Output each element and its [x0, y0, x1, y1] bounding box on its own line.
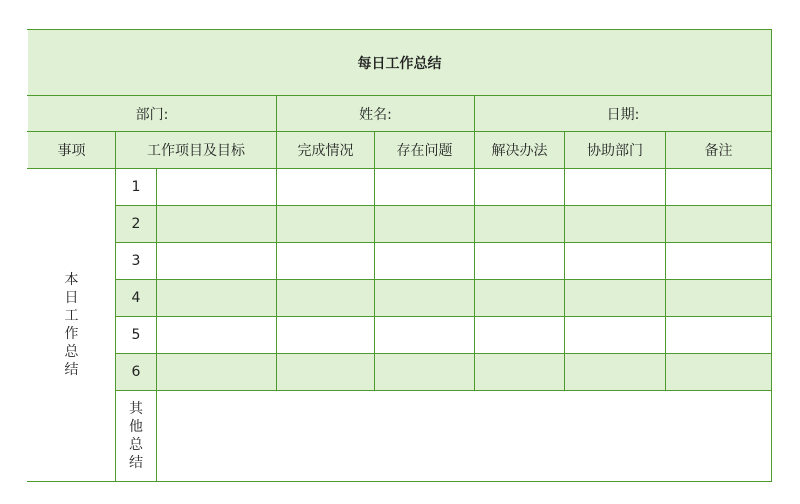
section-label-cell: [28, 169, 116, 482]
problems-cell[interactable]: [375, 354, 475, 391]
problems-cell[interactable]: [375, 206, 475, 243]
problems-cell[interactable]: [375, 317, 475, 354]
department-field[interactable]: 部门:: [28, 96, 277, 132]
coop-dept-cell[interactable]: [565, 243, 666, 280]
problems-cell[interactable]: [375, 169, 475, 206]
remarks-cell[interactable]: [666, 354, 772, 391]
project-goal-cell[interactable]: [157, 243, 277, 280]
table-row: [28, 206, 772, 243]
solution-cell[interactable]: [475, 317, 565, 354]
row-number: 3: [116, 243, 157, 280]
section-label: 本日工作总结: [64, 272, 79, 378]
row-number: 1: [116, 169, 157, 206]
other-summary-row: [28, 391, 772, 482]
completion-cell[interactable]: [277, 280, 375, 317]
completion-cell[interactable]: [277, 243, 375, 280]
coop-dept-cell[interactable]: [565, 317, 666, 354]
completion-cell[interactable]: [277, 354, 375, 391]
table-row: [28, 280, 772, 317]
header-coop-dept: 协助部门: [565, 132, 666, 169]
row-number: 2: [116, 206, 157, 243]
row-number: 4: [116, 280, 157, 317]
row-number: 5: [116, 317, 157, 354]
table-row: [28, 169, 772, 206]
other-summary-label: 其他总结: [129, 401, 143, 471]
daily-work-summary-table: [27, 29, 772, 482]
solution-cell[interactable]: [475, 206, 565, 243]
header-item: 事项: [28, 132, 116, 169]
other-summary-content[interactable]: [157, 391, 772, 482]
project-goal-cell[interactable]: [157, 354, 277, 391]
header-project-goal: 工作项目及目标: [116, 132, 277, 169]
problems-cell[interactable]: [375, 243, 475, 280]
coop-dept-cell[interactable]: [565, 280, 666, 317]
remarks-cell[interactable]: [666, 243, 772, 280]
completion-cell[interactable]: [277, 206, 375, 243]
table-row: [28, 243, 772, 280]
coop-dept-cell[interactable]: [565, 354, 666, 391]
project-goal-cell[interactable]: [157, 169, 277, 206]
header-completion: 完成情况: [277, 132, 375, 169]
solution-cell[interactable]: [475, 280, 565, 317]
completion-cell[interactable]: [277, 317, 375, 354]
table-row: [28, 354, 772, 391]
table-row: [28, 317, 772, 354]
problems-cell[interactable]: [375, 280, 475, 317]
remarks-cell[interactable]: [666, 280, 772, 317]
header-solution: 解决办法: [475, 132, 565, 169]
solution-cell[interactable]: [475, 169, 565, 206]
coop-dept-cell[interactable]: [565, 206, 666, 243]
completion-cell[interactable]: [277, 169, 375, 206]
project-goal-cell[interactable]: [157, 317, 277, 354]
remarks-cell[interactable]: [666, 169, 772, 206]
header-problems: 存在问题: [375, 132, 475, 169]
date-field[interactable]: 日期:: [475, 96, 772, 132]
project-goal-cell[interactable]: [157, 206, 277, 243]
page-title: 每日工作总结: [28, 30, 772, 96]
project-goal-cell[interactable]: [157, 280, 277, 317]
solution-cell[interactable]: [475, 354, 565, 391]
solution-cell[interactable]: [475, 243, 565, 280]
row-number: 6: [116, 354, 157, 391]
other-summary-label-cell: [116, 391, 157, 482]
remarks-cell[interactable]: [666, 317, 772, 354]
name-field[interactable]: 姓名:: [277, 96, 475, 132]
coop-dept-cell[interactable]: [565, 169, 666, 206]
remarks-cell[interactable]: [666, 206, 772, 243]
header-remarks: 备注: [666, 132, 772, 169]
